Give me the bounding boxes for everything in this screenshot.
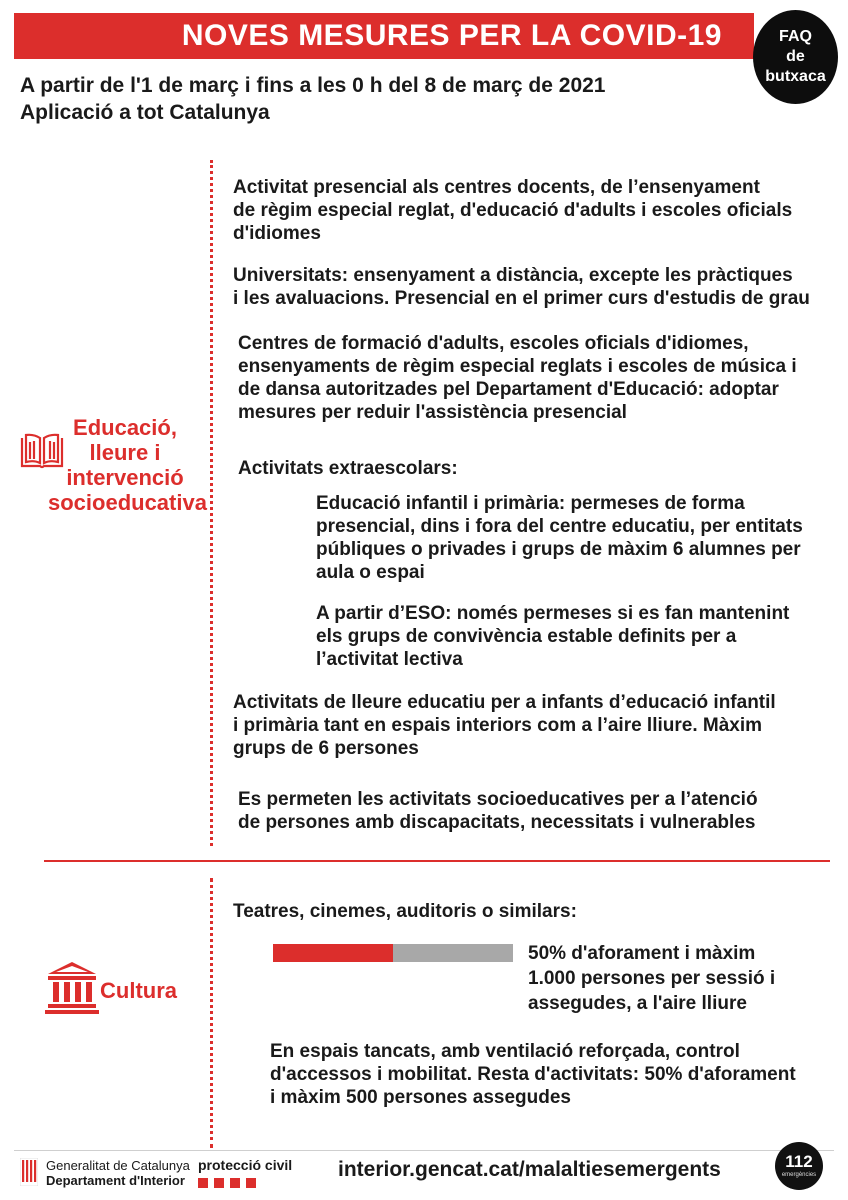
faq-line-3: butxaca <box>765 68 826 85</box>
text-line: Educació infantil i primària: permeses de forma <box>316 493 745 514</box>
text-line: de persones amb discapacitats, necessitats i vulnerables <box>238 812 756 833</box>
text-line: de dansa autoritzades pel Departament d'Educació: adoptar <box>238 379 779 400</box>
capacity-bar <box>273 944 513 962</box>
education-label-line: lleure i <box>89 440 161 465</box>
title-banner <box>14 13 754 59</box>
education-divider <box>210 160 213 846</box>
socioeducational-text <box>238 788 758 834</box>
capacity-text <box>528 941 775 1016</box>
subtitle-scope: Aplicació a tot Catalunya <box>20 101 270 124</box>
text-line: mesures per reduir l'assistència presencial <box>238 402 627 423</box>
text-line: Activitats extraescolars: <box>238 458 458 479</box>
text-line: de règim especial reglat, d'educació d'adults i escoles oficials <box>233 200 793 221</box>
text-line: En espais tancats, amb ventilació reforçada, control <box>270 1041 740 1062</box>
extracurricular-eso-text <box>316 602 789 671</box>
proteccio-civil-text: protecció civil <box>198 1157 293 1173</box>
adult-education-text <box>238 332 797 424</box>
website-link[interactable]: interior.gencat.cat/malaltiesemergents <box>338 1158 721 1181</box>
universities-text <box>233 264 810 310</box>
education-label-line: intervenció <box>66 465 184 490</box>
text-line: d'accessos i mobilitat. Resta d'activitats: 50% d'aforament <box>270 1064 796 1085</box>
text-line: Activitat presencial als centres docents, de l’ensenyament <box>233 177 760 198</box>
text-line: aula o espai <box>316 562 425 583</box>
text-line: públiques o privades i grups de màxim 6 alumnes per <box>316 539 801 560</box>
text-line: 50% d'aforament i màxim <box>528 943 756 964</box>
extracurricular-primary-text <box>316 492 803 584</box>
text-line: Centres de formació d'adults, escoles oficials d'idiomes, <box>238 333 749 354</box>
text-line: 1.000 persones per sessió i <box>528 968 776 989</box>
text-line: i primària tant en espais interiors com a l’aire lliure. Màxim <box>233 715 763 736</box>
text-line: i les avaluacions. Presencial en el primer curs d'estudis de grau <box>233 288 810 309</box>
capacity-remainder <box>393 944 513 962</box>
page-title: NOVES MESURES PER LA COVID-19 <box>181 19 722 52</box>
culture-label <box>100 978 177 1003</box>
text-line: Teatres, cinemes, auditoris o similars: <box>233 901 577 922</box>
subtitle <box>20 72 605 126</box>
text-line: Universitats: ensenyament a distància, excepte les pràctiques <box>233 265 793 286</box>
faq-line-2: de <box>786 48 805 65</box>
theater-building-icon <box>44 960 100 1014</box>
text-line: d'idiomes <box>233 223 321 244</box>
generalitat-name: Generalitat de Catalunya <box>46 1158 190 1173</box>
leisure-activities-text <box>233 691 776 760</box>
emergency-number: 112 <box>785 1152 813 1171</box>
text-line: Es permeten les activitats socioeducatives per a l’atenció <box>238 789 758 810</box>
text-line: ensenyaments de règim especial reglats i escoles de música i <box>238 356 797 377</box>
text-line: presencial, dins i fora del centre educatiu, per entitats <box>316 516 803 537</box>
text-line: grups de 6 persones <box>233 738 419 759</box>
education-label-line: socioeducativa <box>48 490 207 515</box>
emergency-112-badge <box>775 1142 823 1190</box>
text-line: Activitats de lleure educatiu per a infants d’educació infantil <box>233 692 776 713</box>
capacity-fill <box>273 944 393 962</box>
emergency-label: emergències <box>781 1172 817 1178</box>
text-line: A partir d’ESO: només permeses si es fan mantenint <box>316 603 790 624</box>
section-divider <box>44 860 830 862</box>
in-person-teaching-text <box>233 176 792 245</box>
department-name: Departament d'Interior <box>46 1173 185 1188</box>
culture-divider <box>210 878 213 1148</box>
text-line: assegudes, a l'aire lliure <box>528 993 747 1014</box>
text-line: l’activitat lectiva <box>316 649 463 670</box>
education-label <box>48 415 207 515</box>
closed-spaces-text <box>270 1040 796 1109</box>
faq-badge <box>753 10 838 104</box>
proteccio-civil-logo <box>198 1157 292 1173</box>
subtitle-dates: A partir de l'1 de març i fins a les 0 h del 8 de març de 2021 <box>20 74 606 97</box>
culture-label-text: Cultura <box>100 978 177 1003</box>
education-label-line: Educació, <box>73 415 177 440</box>
footer-line <box>14 1150 834 1151</box>
proteccio-civil-squares <box>198 1175 262 1193</box>
generalitat-shield-icon <box>20 1158 38 1186</box>
text-line: els grups de convivència estable definits per a <box>316 626 737 647</box>
faq-line-1: FAQ <box>779 28 812 45</box>
extracurricular-heading <box>238 457 458 480</box>
text-line: i màxim 500 persones assegudes <box>270 1087 571 1108</box>
venues-heading <box>233 900 577 923</box>
